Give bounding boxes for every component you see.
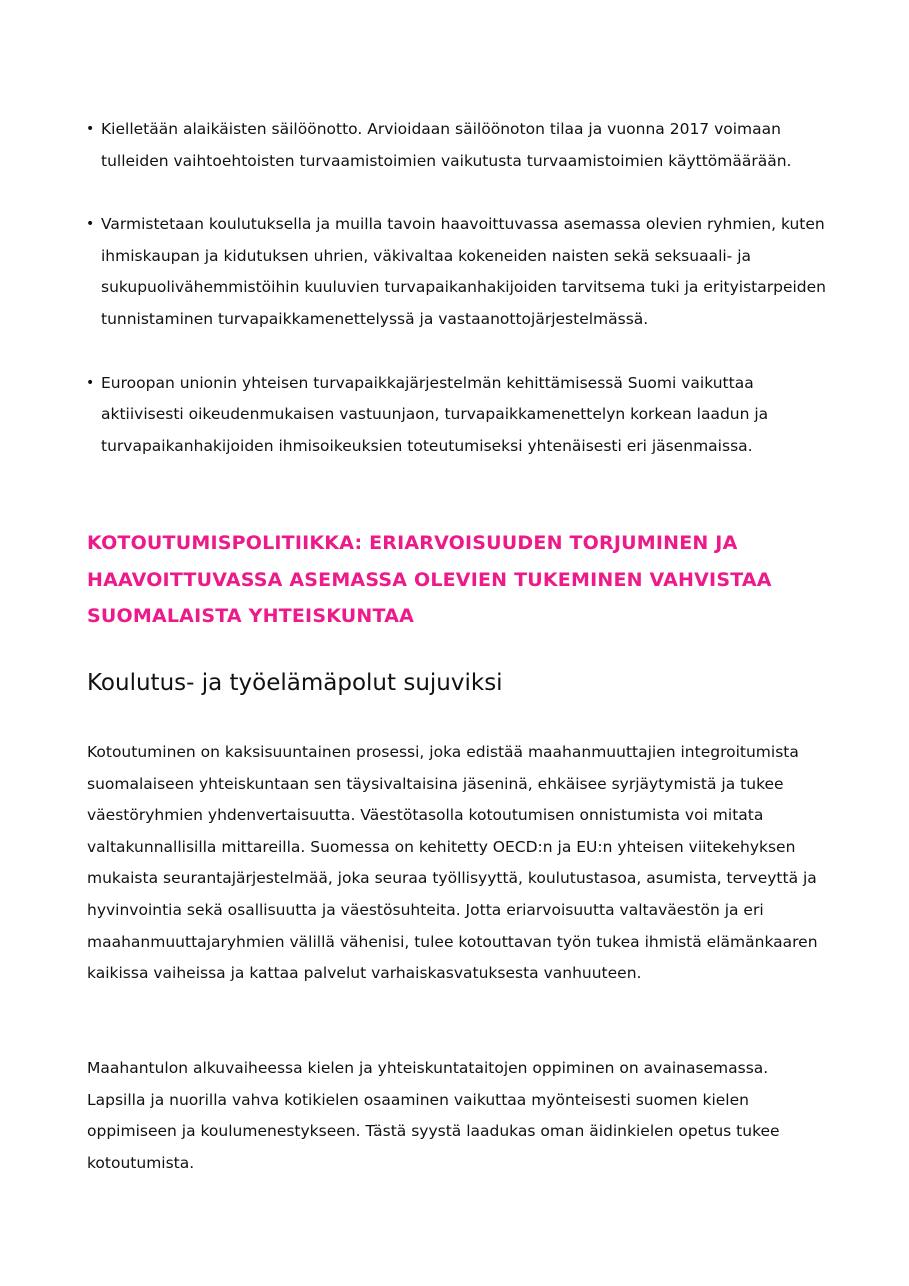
- body-paragraph: Maahantulon alkuvaiheessa kielen ja yhteiskuntataitojen oppiminen on avainasemassa. Lapsilla ja nuorilla vahva kotikielen osaaminen vaikuttaa myönteisesti suomen kielen oppimiseen ja koulumenestykseen. Tästä syystä laadukas oman äidinkielen opetus tukee kotoutumista.: [87, 1059, 780, 1172]
- bullet-text: Kielletään alaikäisten säilöönotto. Arvioidaan säilöönoton tilaa ja vuonna 2017 voimaan tulleiden vaihtoehtoisten turvaamistoimien vaikutusta turvaamistoimien käyttömäärään.: [101, 120, 792, 170]
- bullet-item: [86, 368, 826, 463]
- bullet-list: [86, 114, 826, 494]
- bullet-marker: •: [86, 121, 95, 137]
- body-paragraph: Kotoutuminen on kaksisuuntainen prosessi, joka edistää maahanmuuttajien integroitumista suomalaiseen yhteiskuntaan sen täysivaltaisina jäseninä, ehkäisee syrjäytymistä ja tukee väestöryhmien yhdenvertaisuutta. Väestötasolla kotoutumisen onnistumista voi mitata valtakunnallisilla mittareilla. Suomessa on kehitetty OECD:n ja EU:n yhteisen viitekehyksen mukaista seurantajärjestelmää, joka seuraa työllisyyttä, koulutustasoa, asumista, terveyttä ja hyvinvointia sekä osallisuutta ja väestösuhteita. Jotta eriarvoisuutta valtaväestön ja eri maahanmuuttajaryhmien välillä vähenisi, tulee kotouttavan työn tukea ihmistä elämänkaaren kaikissa vaiheissa ja kattaa palvelut varhaiskasvatuksesta vanhuuteen.: [87, 743, 818, 983]
- bullet-marker: •: [86, 374, 95, 391]
- sub-heading: Koulutus- ja työelämäpolut sujuviksi: [87, 670, 503, 696]
- bullet-item: [86, 209, 826, 335]
- bullet-text: Varmistetaan koulutuksella ja muilla tavoin haavoittuvassa asemassa olevien ryhmien, kuten ihmiskaupan ja kidutuksen uhrien, väkivaltaa kokeneiden naisten sekä seksuaali- ja sukupuolivähemmistöihin kuuluvien turvapaikanhakijoiden tarvitsema tuki ja erityistarpeiden tunnistaminen turvapaikkamenettelyssä ja vastaanottojärjestelmässä.: [101, 215, 826, 328]
- bullet-marker: •: [86, 216, 95, 233]
- section-heading: KOTOUTUMISPOLITIIKKA: ERIARVOISUUDEN TORJUMINEN JA HAAVOITTUVASSA ASEMASSA OLEVIEN TUKEMINEN VAHVISTAA SUOMALAISTA YHTEISKUNTAA: [87, 532, 772, 627]
- bullet-item: [86, 114, 826, 177]
- bullet-text: Euroopan unionin yhteisen turvapaikkajärjestelmän kehittämisessä Suomi vaikuttaa aktiivisesti oikeudenmukaisen vastuunjaon, turvapaikkamenettelyn korkean laadun ja turvapaikanhakijoiden ihmisoikeuksien toteutumiseksi yhtenäisesti eri jäsenmaissa.: [101, 373, 769, 455]
